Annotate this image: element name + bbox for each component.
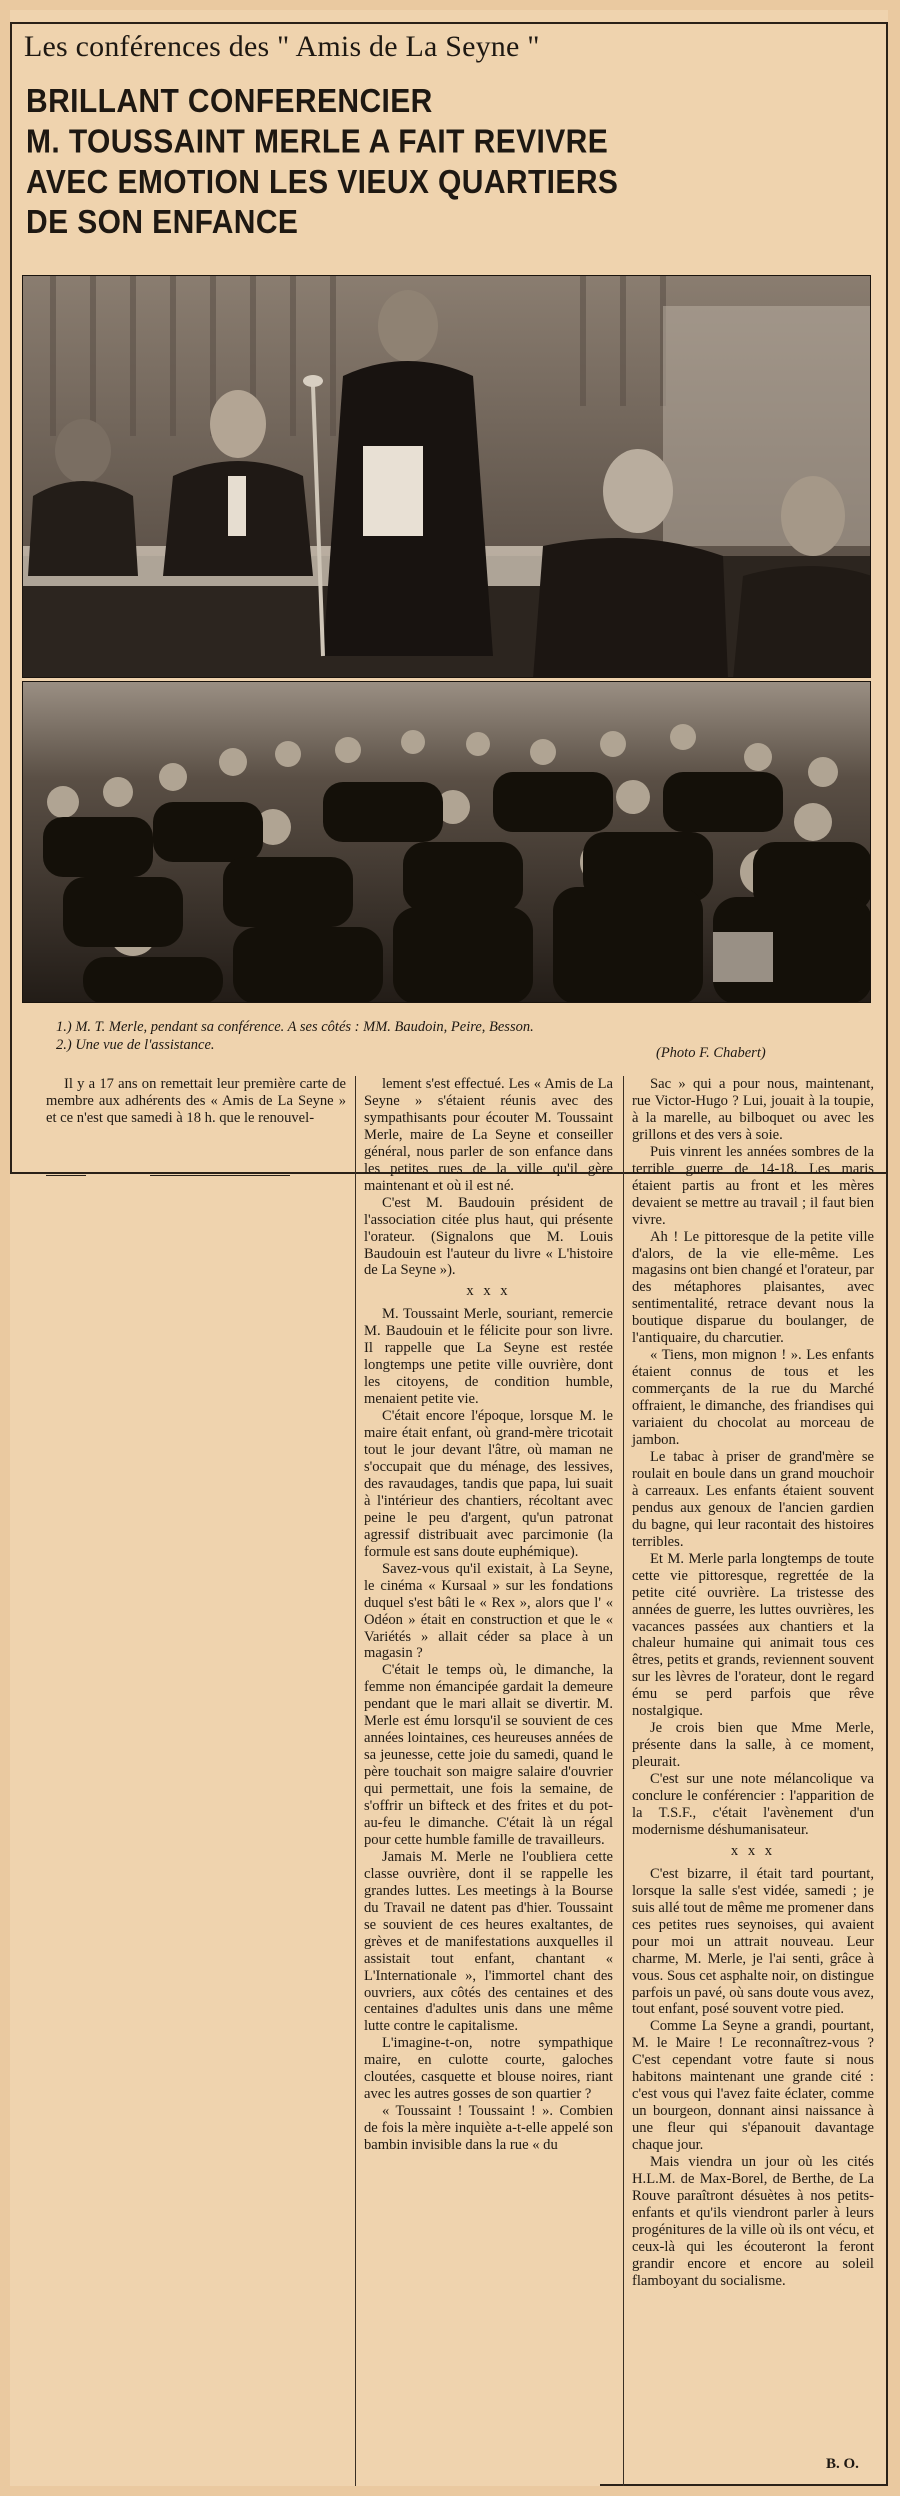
column-divider	[623, 1076, 624, 2486]
article-column-2	[364, 1076, 613, 2154]
paragraph: C'est sur une note mélancolique va conclure le conférencier : l'apparition de la T.S.F., c'était l'avènement d'un modernisme déshumanisateur.	[632, 1771, 874, 1838]
series-title: Les conférences des " Amis de La Seyne "	[24, 30, 540, 63]
paragraph: Mais viendra un jour où les cités H.L.M. de Max-Borel, de Berthe, de La Rouve paraîtront désuètes à nos petits-enfants et qu'ils viendront parler à leurs progénitures de la ville où ils ont vécu, et ceux-là qui les écouteront la feront grandir encore et encore au soleil flamboyant du socialisme.	[632, 2154, 874, 2289]
section-separator: x x x	[466, 1283, 511, 1300]
photo-audience	[22, 681, 871, 1003]
column-rule	[150, 1175, 290, 1176]
column-divider	[355, 1076, 356, 2486]
paragraph: Je crois bien que Mme Merle, présente dans la salle, à ce moment, pleurait.	[632, 1720, 874, 1771]
headline-line: BRILLANT CONFERENCIER	[26, 83, 433, 121]
paragraph: C'était le temps où, le dimanche, la femme non émancipée gardait la demeure pendant que le mari allait se divertir. M. Merle est ému lorsqu'il se souvient de ces années lointaines, ces heureuses années de sa jeunesse, cette joie du samedi, quand le père touchait son maigre salaire d'ouvrier qui permettait, une fois la semaine, de s'offrir un bifteck et des frites et du pot-au-feu le dimanche. C'était là un régal pour cette humble famille de travailleurs.	[364, 1662, 613, 1848]
paragraph: Jamais M. Merle ne l'oubliera cette classe ouvrière, dont il se rappelle les grandes luttes. Les meetings à la Bourse du Travail ne datent pas d'hier. Toussaint se souvient de ces heures exaltantes, de grèves et de manifestations auxquelles il assistait tout enfant, chantant « L'Internationale », l'immortel chant des ouvriers, aux côtés des centaines et des centaines d'adultes unis dans une même lutte contre le capitalisme.	[364, 1848, 613, 2035]
paragraph: « Tiens, mon mignon ! ». Les enfants étaient connus de tous et les commerçants de la rue du Marché offraient, le dimanche, des friandises qui variaient du chocolat au morceau de jambon.	[632, 1347, 874, 1449]
section-separator: x x x	[730, 1842, 776, 1859]
caption-line-1: 1.) M. T. Merle, pendant sa conférence. A ses côtés : MM. Baudoin, Peire, Besson.	[56, 1019, 534, 1035]
article-column-1	[46, 1076, 346, 1127]
paragraph: Savez-vous qu'il existait, à La Seyne, le cinéma « Kursaal » sur les fondations duquel s'est bâti le « Rex », alors que l' « Odéon » était en construction et que le « Variétés » allait céder sa place à un magasin ?	[364, 1560, 613, 1662]
paragraph: Comme La Seyne a grandi, pourtant, M. le Maire ! Le reconnaîtrez-vous ? C'est cependant votre faute si nous habitons maintenant une grande cité : c'est vous qui l'avez faite éclater, comme un bourgeon, donnant ainsi naissance à une fleur qui s'épanouit davantage chaque jour.	[632, 2018, 874, 2154]
paragraph: Le tabac à priser de grand'mère se roulait en boule dans un grand mouchoir à carreaux. Les enfants étaient souvent pendus aux genoux de l'ancien gardien du bagne, qui leur racontait des histoires terribles.	[632, 1448, 874, 1550]
paragraph: C'est bizarre, il était tard pourtant, lorsque la salle s'est vidée, samedi ; je suis allé tout de même me promener dans ces petites rues seynoises, qui avaient pour moi un attrait nouveau. Leur charme, M. Merle, je l'ai senti, grâce à vous. Sous cet asphalte noir, on distingue parfois un pavé, où sans doute vous avez, tout enfant, posé souvent votre pied.	[632, 1865, 874, 2018]
paragraph: L'imagine-t-on, notre sympathique maire, en culotte courte, galoches cloutées, casquette et blouse noires, riant avec les autres gosses de son quartier ?	[364, 2035, 613, 2103]
headline	[26, 82, 876, 243]
column-rule	[46, 1175, 86, 1176]
paragraph: M. Toussaint Merle, souriant, remercie M. Baudouin et le félicite pour son livre. Il rappelle que La Seyne est restée longtemps une petite ville ouvrière, dont les citoyens, de condition humble, menaient petite vie.	[364, 1306, 613, 1408]
paragraph: Ah ! Le pittoresque de la petite ville d'alors, de la vie elle-même. Les magasins ont bien changé et l'orateur, par des métaphores plaisantes, avec sentimentalité, retrace devant nous la boutique disparue du boulanger, de l'antiquaire, du charcutier.	[632, 1228, 874, 1347]
paragraph: lement s'est effectué. Les « Amis de La Seyne » s'étaient réunis avec des sympathisants pour écouter M. Toussaint Merle, maire de La Seyne et conseiller général, nous parler de son enfance dans les petites rues de la ville qu'il gère maintenant et où il est né.	[364, 1076, 613, 1194]
caption-line-2: 2.) Une vue de l'assistance.	[56, 1037, 215, 1053]
paragraph: C'est M. Baudouin président de l'association citée plus haut, qui présente l'orateur. (Signalons que M. Louis Baudouin est l'auteur du livre « L'histoire de La Seyne »).	[364, 1194, 613, 1279]
author-signature: B. O.	[826, 2456, 859, 2472]
headline-line: DE SON ENFANCE	[26, 204, 299, 242]
paragraph: « Toussaint ! Toussaint ! ». Combien de fois la mère inquiète a-t-elle appelé son bambin invisible dans la rue « du	[364, 2103, 613, 2154]
paragraph: Puis vinrent les années sombres de la terrible guerre de 14-18. Les maris étaient partis au front et les mères devaient se mettre au travail ; il faut bien vivre.	[632, 1143, 874, 1228]
photo-credit: (Photo F. Chabert)	[656, 1045, 766, 1061]
headline-line: M. TOUSSAINT MERLE A FAIT REVIVRE	[26, 123, 609, 161]
paragraph: Sac » qui a pour nous, maintenant, rue Victor-Hugo ? Lui, jouait à la toupie, à la marelle, au bilboquet ou avec les grillons et des vers à soie.	[632, 1076, 874, 1143]
headline-line: AVEC EMOTION LES VIEUX QUARTIERS	[26, 163, 619, 201]
photo-speaker	[22, 275, 871, 678]
paragraph: Il y a 17 ans on remettait leur première carte de membre aux adhérents des « Amis de La Seyne » et ce n'est que samedi à 18 h. que le renouvel-	[46, 1076, 346, 1126]
paragraph: Et M. Merle parla longtemps de toute cette vie pittoresque, regrettée de la petite cité ouvrière. La tristesse des années de guerre, les luttes ouvrières, les vacances passées aux chantiers et la chaleur humaine qui animait tous ces êtres, petits et grands, reviennent souvent sur les lèvres de l'orateur, dont le regard ému se perd parfois que rêve nostalgique.	[632, 1550, 874, 1720]
paragraph: C'était encore l'époque, lorsque M. le maire était enfant, où grand-mère tricotait tout le jour devant l'âtre, où maman ne s'occupait que du ménage, des lessives, des ravaudages, tandis que papa, lui suait à l'intérieur des chantiers, récoltant avec peine le peu d'argent, qu'un patronat agressif distribuait avec parcimonie (la formule est sans doute euphémique).	[364, 1408, 613, 1560]
article-column-3	[632, 1076, 874, 2290]
